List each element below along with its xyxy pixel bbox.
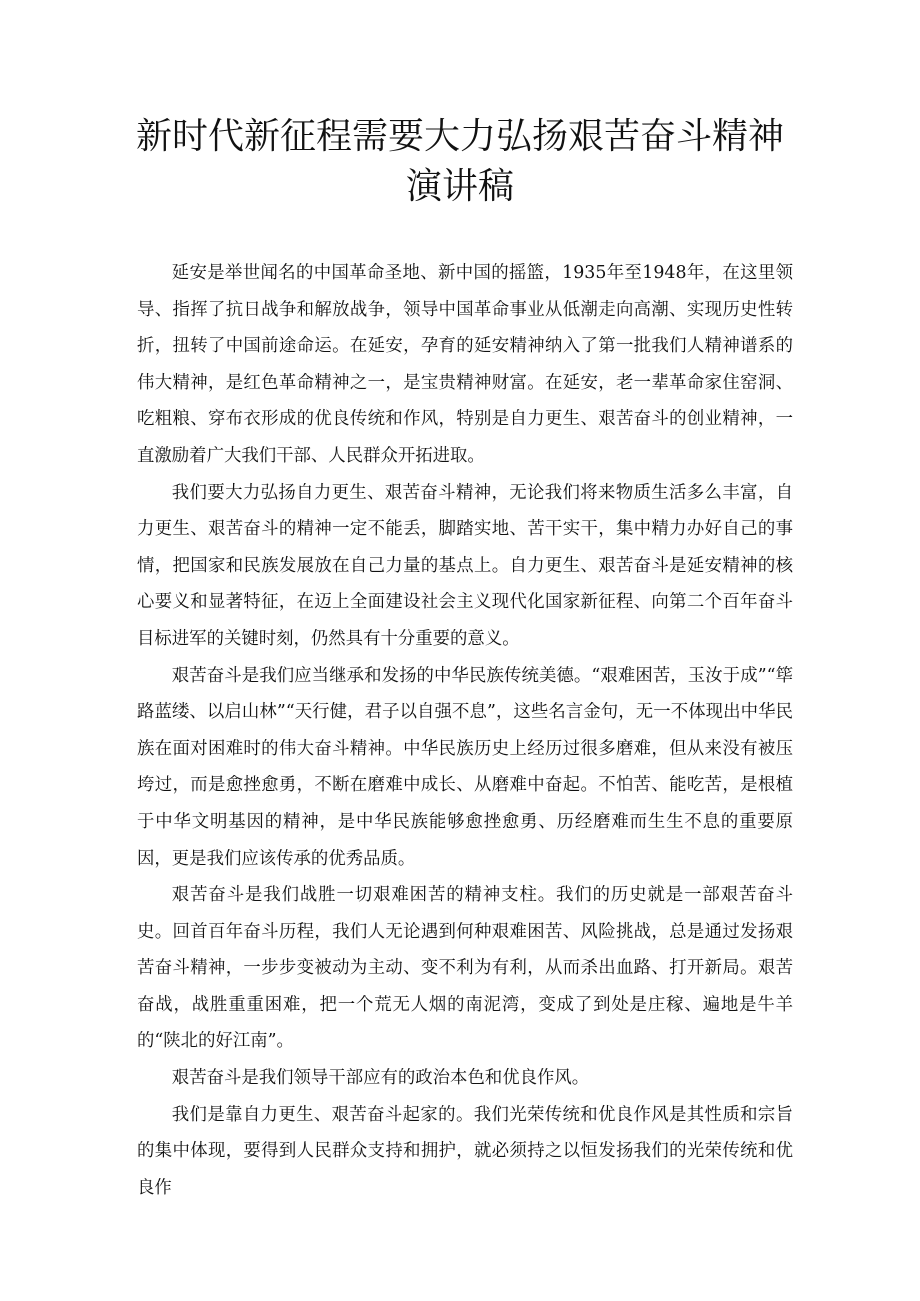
paragraph: 我们是靠自力更生、艰苦奋斗起家的。我们光荣传统和优良作风是其性质和宗旨的集中体现，要得到人民群众支持和拥护，就必须持之以恒发扬我们的光荣传统和优良作 bbox=[137, 1104, 793, 1198]
paragraph: 延安是举世闻名的中国革命圣地、新中国的摇篮，1935年至1948年，在这里领导、指挥了抗日战争和解放战争，领导中国革命事业从低潮走向高潮、实现历史性转折，扭转了中国前途命运。在延安，孕育的延安精神纳入了第一批我们人精神谱系的伟大精神，是红色革命精神之一，是宝贵精神财富。在延安，老一辈革命家住窑洞、吃粗粮、穿布衣形成的优良传统和作风，特别是自力更生、艰苦奋斗的创业精神，一直激励着广大我们干部、人民群众开拓进取。 bbox=[137, 263, 793, 466]
title-line-1: 新时代新征程需要大力弘扬艰苦奋斗精神 bbox=[135, 116, 784, 157]
paragraph: 艰苦奋斗是我们战胜一切艰难困苦的精神支柱。我们的历史就是一部艰苦奋斗史。回首百年奋斗历程，我们人无论遇到何种艰难困苦、风险挑战，总是通过发扬艰苦奋斗精神，一步步变被动为主动、变不利为有利，从而杀出血路、打开新局。艰苦奋战，战胜重重困难，把一个荒无人烟的南泥湾，变成了到处是庄稼、遍地是牛羊的“陕北的好江南”。 bbox=[137, 885, 793, 1052]
paragraph: 艰苦奋斗是我们应当继承和发扬的中华民族传统美德。“艰难困苦，玉汝于成”“筚路蓝缕、以启山林”“天行健，君子以自强不息”，这些名言金句，无一不体现出中华民族在面对困难时的伟大奋斗精神。中华民族历史上经历过很多磨难，但从来没有被压垮过，而是愈挫愈勇，不断在磨难中成长、从磨难中奋起。不怕苦、能吃苦，是根植于中华文明基因的精神，是中华民族能够愈挫愈勇、历经磨难而生生不息的重要原因，更是我们应该传承的优秀品质。 bbox=[137, 665, 793, 869]
paragraph: 艰苦奋斗是我们领导干部应有的政治本色和优良作风。 bbox=[171, 1068, 590, 1089]
document-body bbox=[137, 255, 793, 1206]
paragraph: 我们要大力弘扬自力更生、艰苦奋斗精神，无论我们将来物质生活多么丰富，自力更生、艰苦奋斗的精神一定不能丢，脚踏实地、苦干实干，集中精力办好自己的事情，把国家和民族发展放在自己力量的基点上。自力更生、艰苦奋斗是延安精神的核心要义和显著特征，在迈上全面建设社会主义现代化国家新征程、向第二个百年奋斗目标进军的关键时刻，仍然具有十分重要的意义。 bbox=[137, 482, 793, 649]
title-line-2: 演讲稿 bbox=[405, 166, 514, 207]
page-title bbox=[100, 112, 820, 212]
